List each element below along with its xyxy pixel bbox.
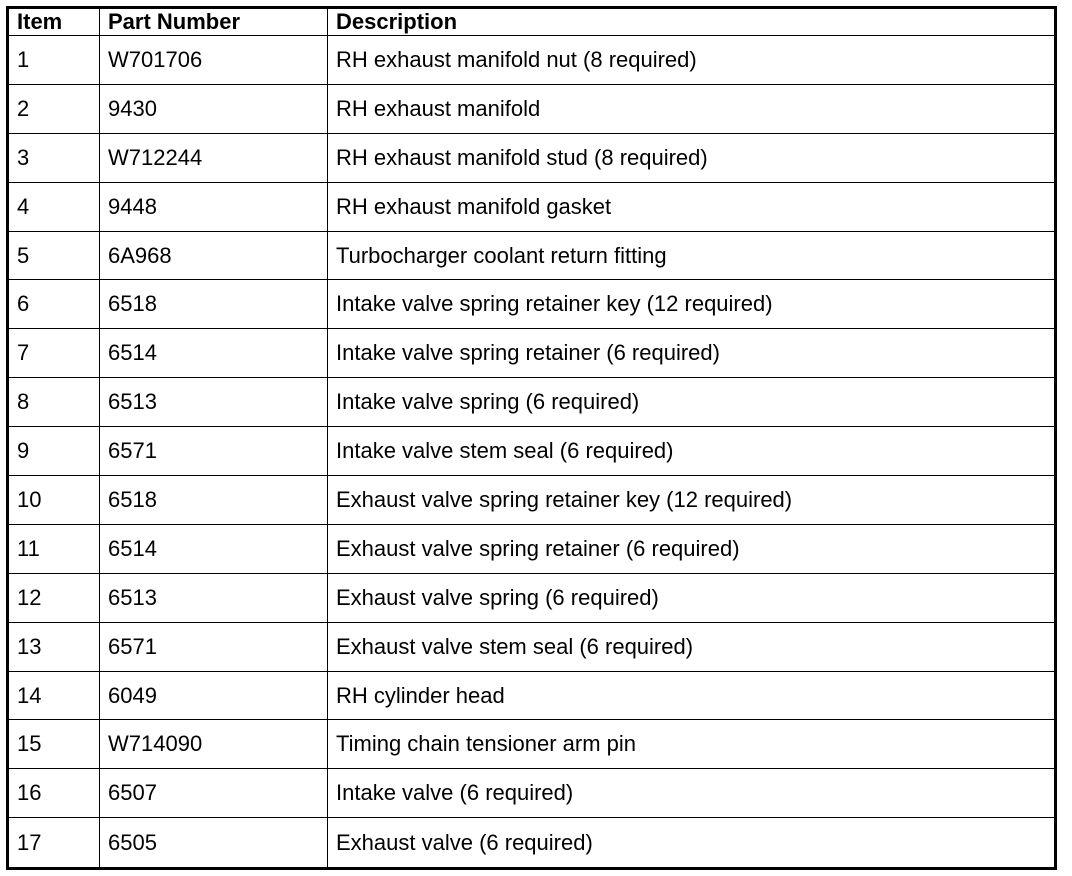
cell-description: Exhaust valve spring retainer key (12 required) [328, 476, 1056, 525]
table-row [8, 36, 1056, 85]
cell-description: Turbocharger coolant return fitting [328, 231, 1056, 280]
cell-part-number: 9430 [100, 84, 328, 133]
table-row [8, 476, 1056, 525]
table-body [8, 36, 1056, 869]
cell-item: 13 [8, 622, 100, 671]
cell-description: RH exhaust manifold nut (8 required) [328, 36, 1056, 85]
cell-item: 14 [8, 671, 100, 720]
cell-description: Intake valve (6 required) [328, 769, 1056, 818]
cell-part-number: 6514 [100, 524, 328, 573]
table-row [8, 720, 1056, 769]
cell-description: RH exhaust manifold stud (8 required) [328, 133, 1056, 182]
cell-description: Intake valve spring (6 required) [328, 378, 1056, 427]
cell-item: 15 [8, 720, 100, 769]
cell-item: 9 [8, 427, 100, 476]
table-row [8, 524, 1056, 573]
table-row [8, 573, 1056, 622]
table-row [8, 427, 1056, 476]
header-item: Item [8, 8, 100, 36]
cell-part-number: 6518 [100, 476, 328, 525]
cell-item: 5 [8, 231, 100, 280]
cell-part-number: 9448 [100, 182, 328, 231]
cell-part-number: 6571 [100, 622, 328, 671]
table-row [8, 231, 1056, 280]
header-part-number: Part Number [100, 8, 328, 36]
table-row [8, 769, 1056, 818]
table-row [8, 378, 1056, 427]
cell-item: 3 [8, 133, 100, 182]
cell-part-number: 6518 [100, 280, 328, 329]
cell-item: 10 [8, 476, 100, 525]
cell-description: Exhaust valve spring retainer (6 required) [328, 524, 1056, 573]
cell-description: Intake valve spring retainer key (12 required) [328, 280, 1056, 329]
table-row [8, 671, 1056, 720]
header-description: Description [328, 8, 1056, 36]
cell-part-number: W712244 [100, 133, 328, 182]
cell-item: 6 [8, 280, 100, 329]
cell-item: 4 [8, 182, 100, 231]
cell-part-number: 6505 [100, 818, 328, 869]
cell-description: Exhaust valve stem seal (6 required) [328, 622, 1056, 671]
cell-item: 7 [8, 329, 100, 378]
cell-item: 11 [8, 524, 100, 573]
table-row [8, 133, 1056, 182]
cell-item: 12 [8, 573, 100, 622]
cell-part-number: 6513 [100, 378, 328, 427]
table-row [8, 84, 1056, 133]
cell-description: Intake valve spring retainer (6 required) [328, 329, 1056, 378]
cell-item: 16 [8, 769, 100, 818]
cell-item: 8 [8, 378, 100, 427]
cell-part-number: W701706 [100, 36, 328, 85]
table-row [8, 818, 1056, 869]
cell-description: Exhaust valve (6 required) [328, 818, 1056, 869]
cell-description: RH cylinder head [328, 671, 1056, 720]
cell-description: Timing chain tensioner arm pin [328, 720, 1056, 769]
table-row [8, 280, 1056, 329]
table-row [8, 622, 1056, 671]
cell-item: 17 [8, 818, 100, 869]
cell-description: RH exhaust manifold [328, 84, 1056, 133]
cell-description: Exhaust valve spring (6 required) [328, 573, 1056, 622]
cell-description: Intake valve stem seal (6 required) [328, 427, 1056, 476]
table-row [8, 182, 1056, 231]
cell-item: 2 [8, 84, 100, 133]
cell-part-number: 6513 [100, 573, 328, 622]
parts-table [6, 6, 1057, 870]
cell-part-number: 6571 [100, 427, 328, 476]
cell-part-number: 6049 [100, 671, 328, 720]
cell-description: RH exhaust manifold gasket [328, 182, 1056, 231]
cell-part-number: W714090 [100, 720, 328, 769]
cell-part-number: 6A968 [100, 231, 328, 280]
cell-part-number: 6514 [100, 329, 328, 378]
table-header-row [8, 8, 1056, 36]
cell-item: 1 [8, 36, 100, 85]
cell-part-number: 6507 [100, 769, 328, 818]
table-row [8, 329, 1056, 378]
